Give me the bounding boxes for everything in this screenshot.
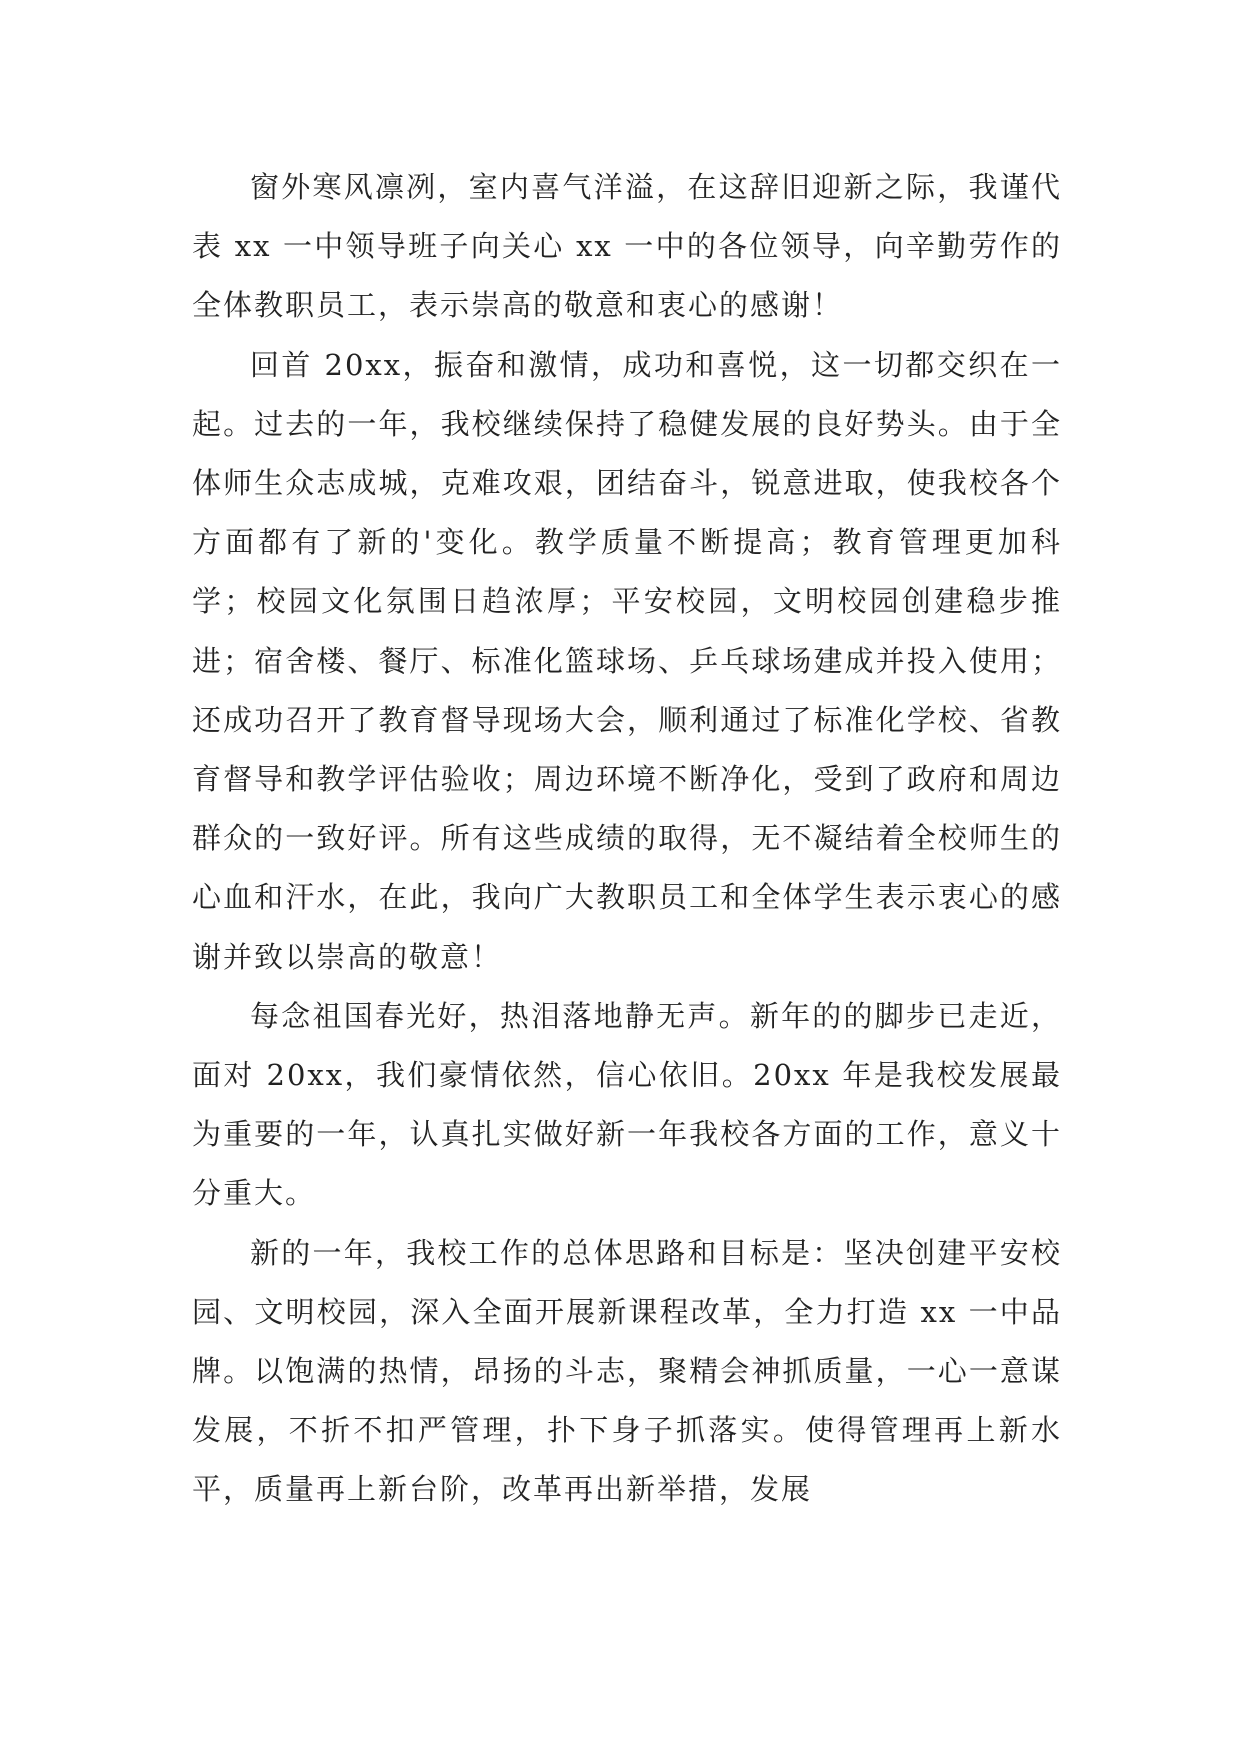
- paragraph-4: 新的一年，我校工作的总体思路和目标是：坚决创建平安校园、文明校园，深入全面开展新课程改革，全力打造 xx 一中品牌。以饱满的热情，昂扬的斗志，聚精会神抓质量，一心一意谋发展，不折不扣严管理，扑下身子抓落实。使得管理再上新水平，质量再上新台阶，改革再出新举措，发展: [192, 1235, 1062, 1507]
- document-body: [192, 158, 1062, 1520]
- paragraph-2: 回首 20xx，振奋和激情，成功和喜悦，这一切都交织在一起。过去的一年，我校继续保持了稳健发展的良好势头。由于全体师生众志成城，克难攻艰，团结奋斗，锐意进取，使我校各个方面都有了新的'变化。教学质量不断提高；教育管理更加科学；校园文化氛围日趋浓厚；平安校园，文明校园创建稳步推进；宿舍楼、餐厅、标准化篮球场、乒乓球场建成并投入使用；还成功召开了教育督导现场大会，顺利通过了标准化学校、省教育督导和教学评估验收；周边环境不断净化，受到了政府和周边群众的一致好评。所有这些成绩的取得，无不凝结着全校师生的心血和汗水，在此，我向广大教职员工和全体学生表示衷心的感谢并致以崇高的敬意！: [192, 347, 1062, 974]
- paragraph-3: 每念祖国春光好，热泪落地静无声。新年的的脚步已走近，面对 20xx，我们豪情依然，信心依旧。20xx 年是我校发展最为重要的一年，认真扎实做好新一年我校各方面的工作，意义十分重大。: [192, 998, 1062, 1211]
- paragraph-1: 窗外寒风凛冽，室内喜气洋溢，在这辞旧迎新之际，我谨代表 xx 一中领导班子向关心 xx 一中的各位领导，向辛勤劳作的全体教职员工，表示崇高的敬意和衷心的感谢！: [192, 170, 1062, 323]
